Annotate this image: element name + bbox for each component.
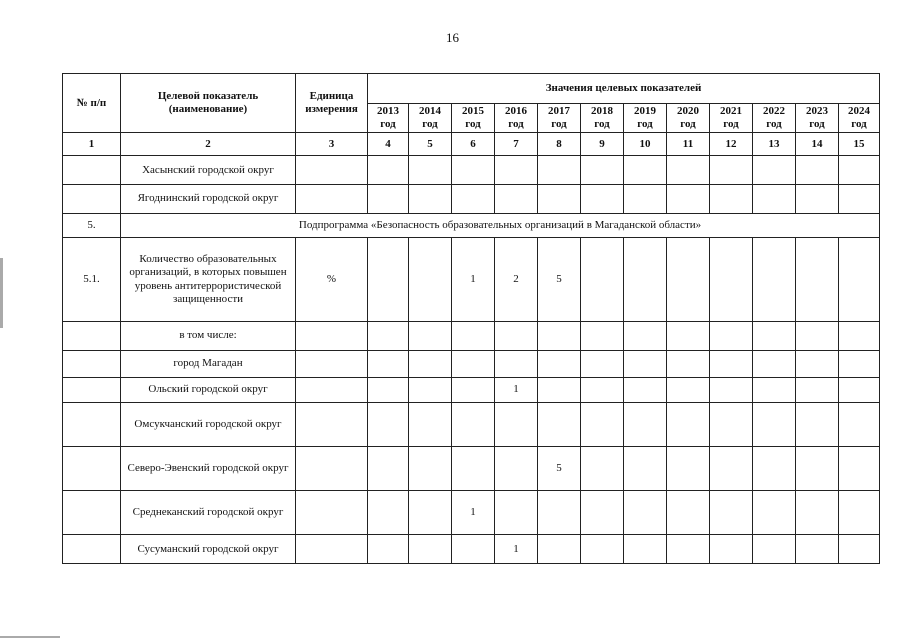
value-cell	[581, 491, 624, 535]
value-cell	[495, 156, 538, 185]
value-cell	[368, 185, 409, 214]
value-cell	[624, 350, 667, 378]
value-cell	[368, 322, 409, 351]
value-cell	[452, 446, 495, 490]
value-cell	[581, 238, 624, 322]
value-cell	[624, 402, 667, 446]
unit-cell	[296, 378, 368, 402]
value-cell	[409, 350, 452, 378]
value-cell	[624, 322, 667, 351]
value-cell	[839, 535, 880, 564]
value-cell	[624, 491, 667, 535]
header-year: 2019 год	[624, 104, 667, 133]
scan-mark-left	[0, 258, 3, 328]
value-cell	[409, 238, 452, 322]
value-cell: 5	[538, 446, 581, 490]
value-cell	[624, 535, 667, 564]
value-cell	[753, 322, 796, 351]
header-year: 2014 год	[409, 104, 452, 133]
value-cell	[409, 446, 452, 490]
unit-cell: %	[296, 238, 368, 322]
value-cell	[667, 378, 710, 402]
header-year: 2020 год	[667, 104, 710, 133]
value-cell	[796, 322, 839, 351]
row-number	[63, 185, 121, 214]
header-year: 2021 год	[710, 104, 753, 133]
unit-cell	[296, 402, 368, 446]
value-cell	[710, 491, 753, 535]
indicator-name: Ягоднинский городской округ	[121, 185, 296, 214]
value-cell	[839, 185, 880, 214]
row-number	[63, 402, 121, 446]
value-cell	[839, 350, 880, 378]
value-cell	[581, 185, 624, 214]
value-cell	[710, 156, 753, 185]
value-cell	[409, 185, 452, 214]
target-indicators-table	[62, 73, 880, 564]
unit-cell	[296, 535, 368, 564]
table-row	[63, 322, 880, 351]
indicator-name: Хасынский городской округ	[121, 156, 296, 185]
value-cell: 1	[452, 491, 495, 535]
value-cell	[710, 378, 753, 402]
column-number: 10	[624, 133, 667, 156]
row-number	[63, 322, 121, 351]
subprogram-title: Подпрограмма «Безопасность образовательных организаций в Магаданской области»	[121, 213, 880, 237]
value-cell	[667, 446, 710, 490]
value-cell	[368, 238, 409, 322]
value-cell	[624, 446, 667, 490]
column-number: 3	[296, 133, 368, 156]
value-cell	[839, 322, 880, 351]
row-number	[63, 156, 121, 185]
value-cell: 1	[495, 378, 538, 402]
value-cell	[839, 378, 880, 402]
column-number: 4	[368, 133, 409, 156]
value-cell	[667, 535, 710, 564]
value-cell	[839, 156, 880, 185]
row-number	[63, 350, 121, 378]
header-indicator: Целевой показатель (наименование)	[121, 74, 296, 133]
column-number: 14	[796, 133, 839, 156]
value-cell	[667, 350, 710, 378]
table-body	[63, 156, 880, 564]
value-cell	[710, 238, 753, 322]
header-year: 2016 год	[495, 104, 538, 133]
value-cell	[796, 535, 839, 564]
value-cell	[495, 491, 538, 535]
value-cell	[538, 402, 581, 446]
column-number: 2	[121, 133, 296, 156]
column-number: 11	[667, 133, 710, 156]
value-cell	[538, 185, 581, 214]
value-cell	[753, 491, 796, 535]
value-cell	[667, 402, 710, 446]
value-cell	[753, 446, 796, 490]
value-cell	[495, 402, 538, 446]
header-year: 2018 год	[581, 104, 624, 133]
header-year: 2023 год	[796, 104, 839, 133]
column-number: 12	[710, 133, 753, 156]
column-number: 1	[63, 133, 121, 156]
value-cell	[368, 535, 409, 564]
value-cell	[624, 378, 667, 402]
indicator-name: Количество образовательных организаций, в которых повышен уровень антитеррористической защищенности	[121, 238, 296, 322]
value-cell	[409, 378, 452, 402]
column-number: 6	[452, 133, 495, 156]
column-numbers-row	[63, 133, 880, 156]
value-cell	[710, 446, 753, 490]
table-row	[63, 238, 880, 322]
row-number	[63, 446, 121, 490]
value-cell	[839, 402, 880, 446]
value-cell	[796, 402, 839, 446]
unit-cell	[296, 446, 368, 490]
value-cell: 5	[538, 238, 581, 322]
table-row	[63, 350, 880, 378]
value-cell	[667, 322, 710, 351]
header-year: 2013 год	[368, 104, 409, 133]
row-number	[63, 378, 121, 402]
value-cell	[538, 322, 581, 351]
header-year: 2017 год	[538, 104, 581, 133]
value-cell	[710, 535, 753, 564]
row-number	[63, 491, 121, 535]
header-unit: Единица измерения	[296, 74, 368, 133]
row-number: 5.1.	[63, 238, 121, 322]
value-cell	[452, 350, 495, 378]
value-cell	[667, 238, 710, 322]
indicator-name: Омсукчанский городской округ	[121, 402, 296, 446]
value-cell	[710, 402, 753, 446]
value-cell	[538, 156, 581, 185]
value-cell	[495, 350, 538, 378]
value-cell	[667, 156, 710, 185]
value-cell: 1	[452, 238, 495, 322]
value-cell	[796, 378, 839, 402]
value-cell	[495, 322, 538, 351]
value-cell	[452, 185, 495, 214]
unit-cell	[296, 185, 368, 214]
value-cell	[368, 156, 409, 185]
value-cell	[753, 378, 796, 402]
value-cell	[452, 156, 495, 185]
value-cell	[538, 491, 581, 535]
value-cell	[581, 322, 624, 351]
value-cell	[368, 350, 409, 378]
value-cell	[409, 322, 452, 351]
value-cell	[753, 185, 796, 214]
value-cell	[796, 238, 839, 322]
table-row	[63, 156, 880, 185]
value-cell	[452, 535, 495, 564]
table-row	[63, 185, 880, 214]
value-cell	[368, 491, 409, 535]
value-cell	[538, 535, 581, 564]
table-row	[63, 446, 880, 490]
column-number: 9	[581, 133, 624, 156]
value-cell	[753, 350, 796, 378]
row-number: 5.	[63, 213, 121, 237]
table-row	[63, 491, 880, 535]
unit-cell	[296, 491, 368, 535]
value-cell	[495, 185, 538, 214]
value-cell	[538, 350, 581, 378]
value-cell	[409, 402, 452, 446]
value-cell	[796, 350, 839, 378]
value-cell	[753, 238, 796, 322]
value-cell	[624, 156, 667, 185]
header-year: 2024 год	[839, 104, 880, 133]
value-cell	[538, 378, 581, 402]
value-cell	[839, 491, 880, 535]
value-cell	[667, 185, 710, 214]
value-cell	[796, 185, 839, 214]
value-cell	[624, 185, 667, 214]
value-cell	[839, 446, 880, 490]
value-cell	[409, 535, 452, 564]
row-number	[63, 535, 121, 564]
unit-cell	[296, 350, 368, 378]
header-year: 2022 год	[753, 104, 796, 133]
indicator-name: в том числе:	[121, 322, 296, 351]
header-values-title: Значения целевых показателей	[368, 74, 880, 104]
subprogram-row	[63, 213, 880, 237]
value-cell	[368, 378, 409, 402]
value-cell	[368, 446, 409, 490]
header-num: № п/п	[63, 74, 121, 133]
value-cell	[452, 322, 495, 351]
indicator-name: Сусуманский городской округ	[121, 535, 296, 564]
value-cell	[581, 156, 624, 185]
value-cell	[710, 322, 753, 351]
indicator-name: Северо-Эвенский городской округ	[121, 446, 296, 490]
value-cell	[839, 238, 880, 322]
value-cell: 2	[495, 238, 538, 322]
column-number: 8	[538, 133, 581, 156]
value-cell	[495, 446, 538, 490]
value-cell	[624, 238, 667, 322]
column-number: 15	[839, 133, 880, 156]
value-cell	[581, 402, 624, 446]
value-cell	[581, 535, 624, 564]
page-number: 16	[446, 30, 459, 45]
scan-mark-bottom	[0, 636, 60, 638]
table-row	[63, 378, 880, 402]
table-row	[63, 535, 880, 564]
value-cell	[452, 378, 495, 402]
value-cell	[753, 402, 796, 446]
unit-cell	[296, 156, 368, 185]
value-cell	[409, 491, 452, 535]
column-number: 5	[409, 133, 452, 156]
value-cell	[753, 156, 796, 185]
unit-cell	[296, 322, 368, 351]
column-number: 7	[495, 133, 538, 156]
header-year: 2015 год	[452, 104, 495, 133]
value-cell	[796, 446, 839, 490]
value-cell	[667, 491, 710, 535]
value-cell	[581, 378, 624, 402]
value-cell: 1	[495, 535, 538, 564]
value-cell	[710, 185, 753, 214]
value-cell	[753, 535, 796, 564]
indicator-name: город Магадан	[121, 350, 296, 378]
value-cell	[409, 156, 452, 185]
value-cell	[452, 402, 495, 446]
value-cell	[581, 446, 624, 490]
indicator-name: Ольский городской округ	[121, 378, 296, 402]
value-cell	[796, 491, 839, 535]
column-number: 13	[753, 133, 796, 156]
value-cell	[796, 156, 839, 185]
table-row	[63, 402, 880, 446]
value-cell	[581, 350, 624, 378]
value-cell	[368, 402, 409, 446]
indicator-name: Среднеканский городской округ	[121, 491, 296, 535]
value-cell	[710, 350, 753, 378]
